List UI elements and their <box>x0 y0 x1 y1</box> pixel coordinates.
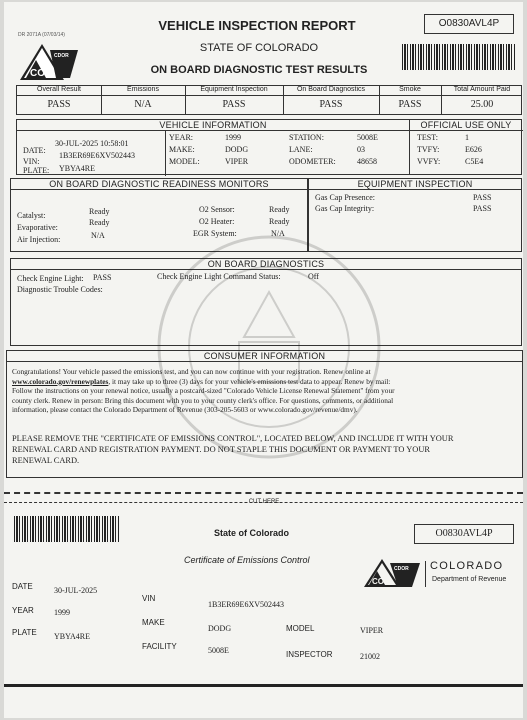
make-label: MAKE: <box>169 145 195 154</box>
consumer-line-2 <box>12 377 520 387</box>
notice-line-3: RENEWAL CARD. <box>12 456 80 465</box>
result-overall: PASS <box>47 99 71 110</box>
gas-cap-presence-value: PASS <box>473 193 492 202</box>
renew-plates-link[interactable]: www.colorado.gov/renewplates <box>12 376 109 386</box>
make-value: DODG <box>225 145 249 154</box>
tvfy-label: TVFY: <box>417 145 440 154</box>
evaporative-label: Evaporative: <box>17 223 58 232</box>
year-label: YEAR: <box>169 133 193 142</box>
inspection-report-page <box>4 2 523 718</box>
vin-label: VIN: <box>23 157 40 166</box>
station-value: 5008E <box>357 133 378 142</box>
consumer-notice <box>12 433 522 466</box>
consumer-line-2-rest: , it may take up to three (3) days for your vehicle's emissions test data to appear. Renew by mail: <box>108 376 391 386</box>
consumer-line-1: Congratulations! Your vehicle passed the emissions test, and you can now continue with your registration. Renew online at <box>12 367 371 376</box>
cdor-logo-icon <box>20 42 78 82</box>
svg-text:CDOR: CDOR <box>394 566 409 572</box>
station-label: STATION: <box>289 133 324 142</box>
cut-line-2 <box>4 502 523 503</box>
date-label: DATE: <box>23 146 46 155</box>
egr-label: EGR System: <box>193 229 237 238</box>
cert-model-value: VIPER <box>360 626 384 635</box>
model-label: MODEL: <box>169 157 200 166</box>
svg-text:CO: CO <box>372 577 384 586</box>
gas-cap-integrity-label: Gas Cap Integrity: <box>315 204 375 213</box>
plate-label: PLATE: <box>23 166 50 175</box>
cert-model-label: MODEL <box>286 624 315 633</box>
cert-facility-value: 5008E <box>208 646 229 655</box>
dtc-label: Diagnostic Trouble Codes: <box>17 285 103 294</box>
o2-heater-value: Ready <box>269 217 290 226</box>
vin-value: 1B3ER69E6XV502443 <box>59 151 135 160</box>
cert-date-label: DATE <box>12 582 33 591</box>
certificate-report-id: O0830AVL4P <box>414 524 514 544</box>
cert-make-label: MAKE <box>142 618 165 627</box>
plate-value: YBYA4RE <box>59 164 96 173</box>
result-smoke: PASS <box>398 99 422 110</box>
cert-vin-label: VIN <box>142 594 156 603</box>
vvfy-value: C5E4 <box>465 157 484 166</box>
consumer-line-4: county clerk. Renew in person: Bring this document with you to your county clerk's office. For questions, comments, or additional <box>12 395 394 405</box>
model-value: VIPER <box>225 157 249 166</box>
logo-divider <box>425 561 426 587</box>
result-emissions: N/A <box>134 99 152 110</box>
certificate-cdor-logo-icon <box>364 557 424 589</box>
result-obd: PASS <box>319 99 343 110</box>
check-engine-cmd-value: Off <box>308 272 319 281</box>
consumer-header: CONSUMER INFORMATION <box>7 351 522 362</box>
tvfy-value: E626 <box>465 145 482 154</box>
vehicle-info-header: VEHICLE INFORMATION <box>17 120 409 131</box>
test-value: 1 <box>465 133 469 142</box>
consumer-section <box>6 350 523 478</box>
form-code: DR 2071A (07/03/14) <box>18 32 65 38</box>
svg-text:CDOR: CDOR <box>54 53 69 59</box>
test-label: TEST: <box>417 133 438 142</box>
evaporative-value: Ready <box>89 218 110 227</box>
result-header-overall: Overall Result <box>37 86 81 93</box>
obd-header: ON BOARD DIAGNOSTICS <box>11 259 521 270</box>
readiness-header: ON BOARD DIAGNOSTIC READINESS MONITORS <box>11 179 307 190</box>
egr-value: N/A <box>271 229 285 238</box>
certificate-title: Certificate of Emissions Control <box>184 555 310 565</box>
results-table <box>16 85 522 115</box>
consumer-line-5: information, please contact the Colorado Department of Revenue (303-205-5603 or www.colorado.gov/revenue/dmv). <box>12 405 358 415</box>
result-header-smoke: Smoke <box>399 86 421 93</box>
cert-year-value: 1999 <box>54 608 70 617</box>
page-subtitle: ON BOARD DIAGNOSTIC TEST RESULTS <box>150 64 368 76</box>
report-id-box: O0830AVL4P <box>424 14 514 34</box>
cert-make-value: DODG <box>208 624 232 633</box>
vehicle-info-section <box>16 119 522 175</box>
o2-heater-label: O2 Heater: <box>199 217 235 226</box>
catalyst-value: Ready <box>89 207 110 216</box>
notice-line-1: PLEASE REMOVE THE "CERTIFICATE OF EMISSIONS CONTROL", LOCATED BELOW, AND INCLUDE IT WITH YOUR <box>12 434 454 443</box>
cert-plate-value: YBYA4RE <box>54 632 91 641</box>
lane-label: LANE: <box>289 145 313 154</box>
equipment-header: EQUIPMENT INSPECTION <box>309 179 521 190</box>
cert-inspector-label: INSPECTOR <box>286 650 333 659</box>
year-value: 1999 <box>225 133 241 142</box>
catalyst-label: Catalyst: <box>17 211 46 220</box>
notice-line-2: RENEWAL CARD AND REGISTRATION PAYMENT. DO NOT STAPLE THIS DOCUMENT OR PAYMENT TO YOUR <box>12 445 430 454</box>
official-use-header: OFFICIAL USE ONLY <box>409 120 523 131</box>
svg-text:CO: CO <box>30 68 45 79</box>
check-engine-cmd-label: Check Engine Light Command Status: <box>157 272 281 281</box>
o2-sensor-value: Ready <box>269 205 290 214</box>
cert-plate-label: PLATE <box>12 628 37 637</box>
check-engine-label: Check Engine Light: <box>17 274 84 283</box>
result-total: 25.00 <box>470 99 494 110</box>
gas-cap-integrity-value: PASS <box>473 204 492 213</box>
result-header-total: Total Amount Paid <box>453 86 511 93</box>
cert-year-label: YEAR <box>12 606 34 615</box>
result-header-obd: On Board Diagnostics <box>296 86 366 93</box>
cert-facility-label: FACILITY <box>142 642 177 651</box>
air-injection-label: Air Injection: <box>17 235 61 244</box>
cut-here-label: CUT HERE <box>224 499 304 505</box>
consumer-line-3: Follow the instructions on your renewal notice, usually a postcard-sized "Colorado Vehicle License Renewal Statement" from your <box>12 386 395 396</box>
certificate-state: State of Colorado <box>214 528 290 538</box>
o2-sensor-label: O2 Sensor: <box>199 205 235 214</box>
bottom-border <box>4 684 523 687</box>
state-name: STATE OF COLORADO <box>199 42 319 54</box>
cert-inspector-value: 21002 <box>360 652 380 661</box>
certificate-dept: Department of Revenue <box>432 576 507 583</box>
lane-value: 03 <box>357 145 365 154</box>
air-injection-value: N/A <box>91 231 105 240</box>
cert-vin-value: 1B3ER69E6XV502443 <box>208 600 284 609</box>
date-value: 30-JUL-2025 10:58:01 <box>55 139 129 148</box>
result-header-emissions: Emissions <box>127 86 159 93</box>
cert-date-value: 30-JUL-2025 <box>54 586 98 595</box>
vvfy-label: VVFY: <box>417 157 441 166</box>
barcode <box>402 44 516 70</box>
result-equipment: PASS <box>222 99 246 110</box>
check-engine-value: PASS <box>93 273 112 282</box>
page-title: VEHICLE INSPECTION REPORT <box>158 18 356 33</box>
gas-cap-presence-label: Gas Cap Presence: <box>315 193 375 202</box>
odometer-value: 48658 <box>357 157 377 166</box>
certificate-brand: COLORADO <box>430 560 504 572</box>
result-header-equipment: Equipment Inspection <box>200 86 268 93</box>
odometer-label: ODOMETER: <box>289 157 336 166</box>
consumer-text <box>12 367 520 415</box>
certificate-barcode <box>14 516 120 542</box>
cut-line <box>4 492 523 494</box>
